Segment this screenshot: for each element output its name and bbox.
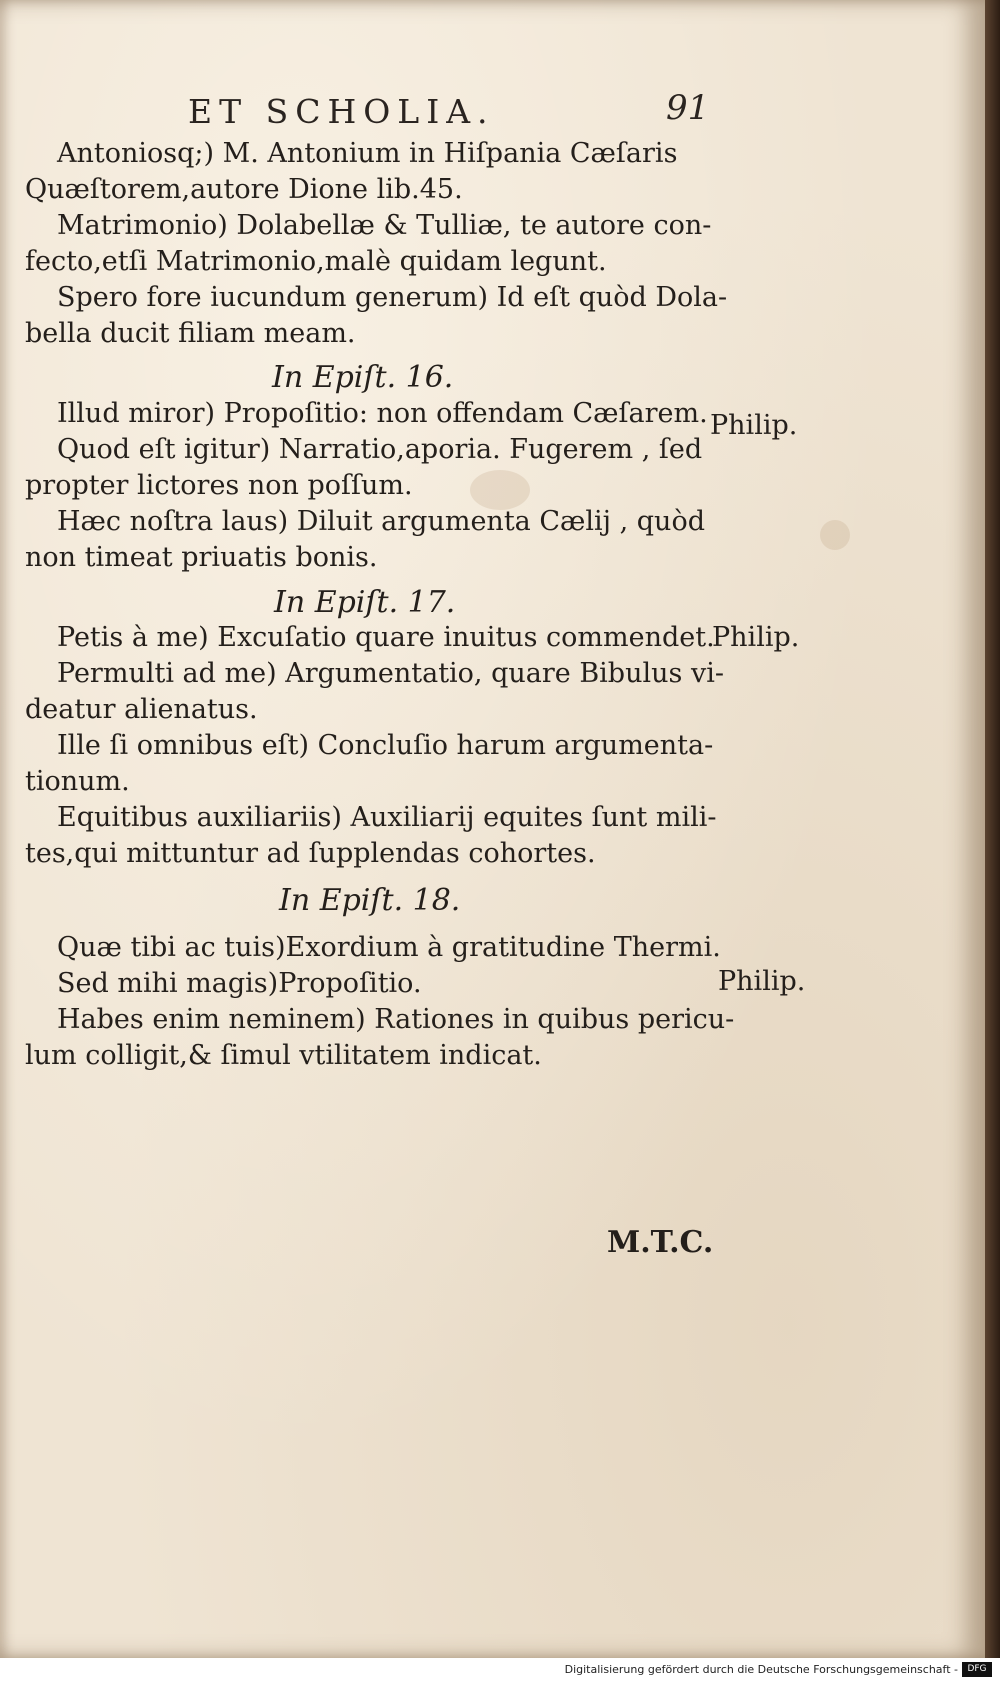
text-line: Permulti ad me) Argumentatio, quare Bibulus vi- [57,658,724,689]
text-line: Petis à me) Excuſatio quare inuitus commendet. [57,622,715,653]
text-line: propter lictores non poſſum. [25,470,413,501]
margin-note-philip: Philip. [718,966,806,997]
section-heading: In Epiſt. 17. [274,585,456,620]
text-line: Spero fore iucundum generum) Id eſt quòd Dola- [57,282,728,313]
text-line: Antoniosq;) M. Antonium in Hiſpania Cæſaris [57,138,678,169]
text-line: Quæſtorem,autore Dione lib.45. [25,174,463,205]
margin-note-philip: Philip. [712,622,800,653]
text-line: Sed mihi magis)Propoſitio. [57,968,422,999]
text-line: tes,qui mittuntur ad ſupplendas cohortes. [25,838,596,869]
footer-bar [0,1658,1000,1683]
text-line: non timeat priuatis bonis. [25,542,378,573]
text-line: Ille ſi omnibus eſt) Concluſio harum argumenta- [57,730,714,761]
dfg-logo-icon: DFG [962,1662,992,1677]
text-line: Quæ tibi ac tuis)Exordium à gratitudine Thermi. [57,932,721,963]
text-line: deatur alienatus. [25,694,258,725]
text-line: Habes enim neminem) Rationes in quibus pericu- [57,1004,735,1035]
footer-credit: Digitalisierung gefördert durch die Deutsche Forschungsgemeinschaft - [564,1663,958,1676]
section-heading: In Epiſt. 16. [272,360,454,395]
paper-stain [470,470,530,510]
text-line: fecto,etſi Matrimonio,malè quidam legunt. [25,246,607,277]
text-line: Illud miror) Propoſitio: non offendam Cæſarem. [57,398,708,429]
signature-initials: M.T.C. [607,1225,714,1260]
text-line: Hæc noſtra laus) Diluit argumenta Cælij , quòd [57,506,705,537]
text-line: Equitibus auxiliariis) Auxiliarij equites ſunt mili- [57,802,717,833]
running-head: ET SCHOLIA. [188,92,495,131]
text-line: lum colligit,& ſimul vtilitatem indicat. [25,1040,542,1071]
book-edge [985,0,1000,1658]
page-number: 91 [666,88,710,128]
section-heading: In Epiſt. 18. [279,883,461,918]
margin-note-philip: Philip. [710,410,798,441]
paper-stain [820,520,850,550]
text-line: Quod eſt igitur) Narratio,aporia. Fugerem , ſed [57,434,703,465]
text-line: tionum. [25,766,130,797]
text-line: Matrimonio) Dolabellæ & Tulliæ, te autore con- [57,210,712,241]
text-line: bella ducit filiam meam. [25,318,356,349]
